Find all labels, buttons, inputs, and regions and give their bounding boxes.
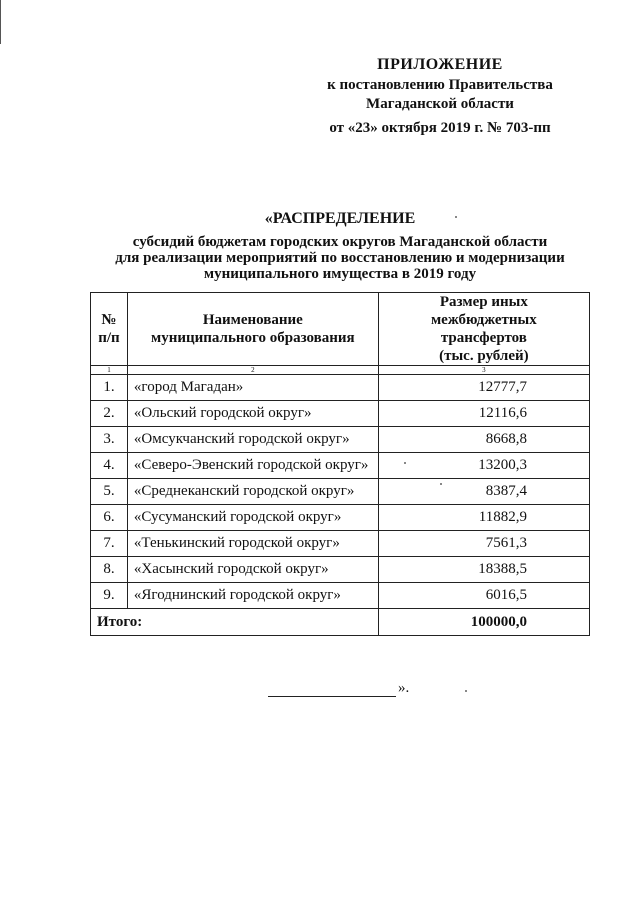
row-municipality: «Омсукчанский городской округ» [127, 427, 378, 453]
row-amount: 8387,4 [378, 479, 589, 505]
row-number: 5. [91, 479, 128, 505]
table-row [91, 375, 590, 401]
table-header-row [91, 293, 590, 366]
table-row [91, 531, 590, 557]
total-label: Итого: [91, 609, 379, 636]
row-municipality: «Ягоднинский городской округ» [127, 583, 378, 609]
row-amount: 6016,5 [378, 583, 589, 609]
appendix-line-1: к постановлению Правительства [327, 77, 553, 93]
table-row [91, 557, 590, 583]
row-municipality: «Среднеканский городской округ» [127, 479, 378, 505]
row-amount: 12777,7 [378, 375, 589, 401]
column-index: 3 [378, 366, 589, 375]
row-municipality: «город Магадан» [127, 375, 378, 401]
appendix-line-2: Магаданской области [366, 96, 514, 112]
row-amount: 11882,9 [378, 505, 589, 531]
header-municipality: Наименование муниципального образования [127, 293, 378, 366]
row-amount: 7561,3 [378, 531, 589, 557]
row-amount: 12116,6 [378, 401, 589, 427]
document-title: «РАСПРЕДЕЛЕНИЕ [264, 210, 416, 227]
row-municipality: «Тенькинский городской округ» [127, 531, 378, 557]
table-row [91, 583, 590, 609]
subtitle-line-2: для реализации мероприятий по восстановлению и модернизации [115, 250, 565, 266]
row-number: 8. [91, 557, 128, 583]
header-amount: Размер иных межбюджетных трансфертов (тыс. рублей) [378, 293, 589, 366]
row-number: 2. [91, 401, 128, 427]
row-number: 9. [91, 583, 128, 609]
subtitle-line-1: субсидий бюджетам городских округов Магаданской области [132, 234, 548, 250]
row-number: 1. [91, 375, 128, 401]
row-municipality: «Ольский городской округ» [127, 401, 378, 427]
row-municipality: «Хасынский городской округ» [127, 557, 378, 583]
appendix-block [300, 55, 580, 138]
column-index: 2 [127, 366, 378, 375]
row-amount: 18388,5 [378, 557, 589, 583]
table-row [91, 453, 590, 479]
row-municipality: «Сусуманский городской округ» [127, 505, 378, 531]
total-amount: 100000,0 [378, 609, 589, 636]
row-number: 4. [91, 453, 128, 479]
appendix-heading: ПРИЛОЖЕНИЕ [377, 56, 503, 73]
row-amount: 13200,3 [378, 453, 589, 479]
column-index-row [91, 366, 590, 375]
row-number: 7. [91, 531, 128, 557]
table-row [91, 479, 590, 505]
appendix-date-line: от «23» октября 2019 г. № 703-пп [329, 120, 551, 136]
signature-rule [268, 696, 396, 697]
subtitle-line-3: муниципального имущества в 2019 году [203, 266, 477, 282]
row-number: 6. [91, 505, 128, 531]
distribution-table [90, 292, 590, 636]
table-total-row [91, 609, 590, 636]
scan-speck [465, 690, 467, 692]
table-row [91, 427, 590, 453]
table-row [91, 401, 590, 427]
column-index: 1 [91, 366, 128, 375]
margin-line [0, 0, 1, 44]
header-number: № п/п [91, 293, 128, 366]
row-number: 3. [91, 427, 128, 453]
closing-line [268, 680, 409, 697]
table-row [91, 505, 590, 531]
document-title-block [100, 210, 580, 282]
row-municipality: «Северо-Эвенский городской округ» [127, 453, 378, 479]
row-amount: 8668,8 [378, 427, 589, 453]
closing-quote: ». [398, 680, 410, 696]
